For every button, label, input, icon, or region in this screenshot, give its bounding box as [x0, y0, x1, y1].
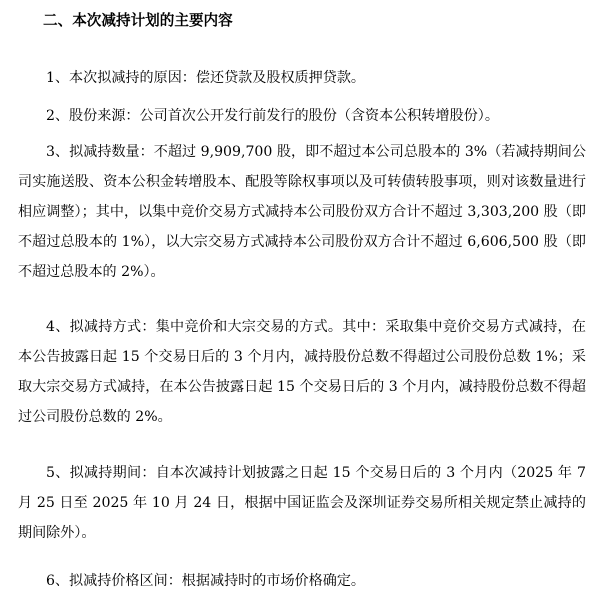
item-5-reduction-period: 5、拟减持期间：自本次减持计划披露之日起 15 个交易日后的 3 个月内（2025 年 7 月 25 日至 2025 年 10 月 24 日，根据中国证监会及深圳证券交易所相关规定禁止减持的期间除外）。 [18, 465, 586, 542]
item-1-reason: 1、本次拟减持的原因：偿还贷款及股权质押贷款。 [46, 70, 366, 87]
item-6-price-range: 6、拟减持价格区间：根据减持时的市场价格确定。 [46, 573, 366, 590]
section-heading: 二、本次减持计划的主要内容 [43, 12, 233, 29]
item-4-reduction-method: 4、拟减持方式：集中竞价和大宗交易的方式。其中：采取集中竞价交易方式减持，在本公告披露日起 15 个交易日后的 3 个月内，减持股份总数不得超过公司股份总数 1%；采取大宗交易方式减持，在本公告披露日起 15 个交易日后的 3 个月内，减持股份总数不得超过公司股份总数的 2%。 [18, 319, 586, 426]
item-3-reduction-quantity: 3、拟减持数量：不超过 9,909,700 股，即不超过本公司总股本的 3%（若减持期间公司实施送股、资本公积金转增股本、配股等除权事项以及可转债转股事项，则对该数量进行相应调整）；其中，以集中竞价交易方式减持本公司股份双方合计不超过 3,303,200 股（即不超过总股本的 1%），以大宗交易方式减持本公司股份双方合计不超过 6,606,500 股（即不超过总股本的 2%）。 [18, 144, 586, 281]
item-2-share-source: 2、股份来源：公司首次公开发行前发行的股份（含资本公积转增股份）。 [46, 108, 499, 125]
